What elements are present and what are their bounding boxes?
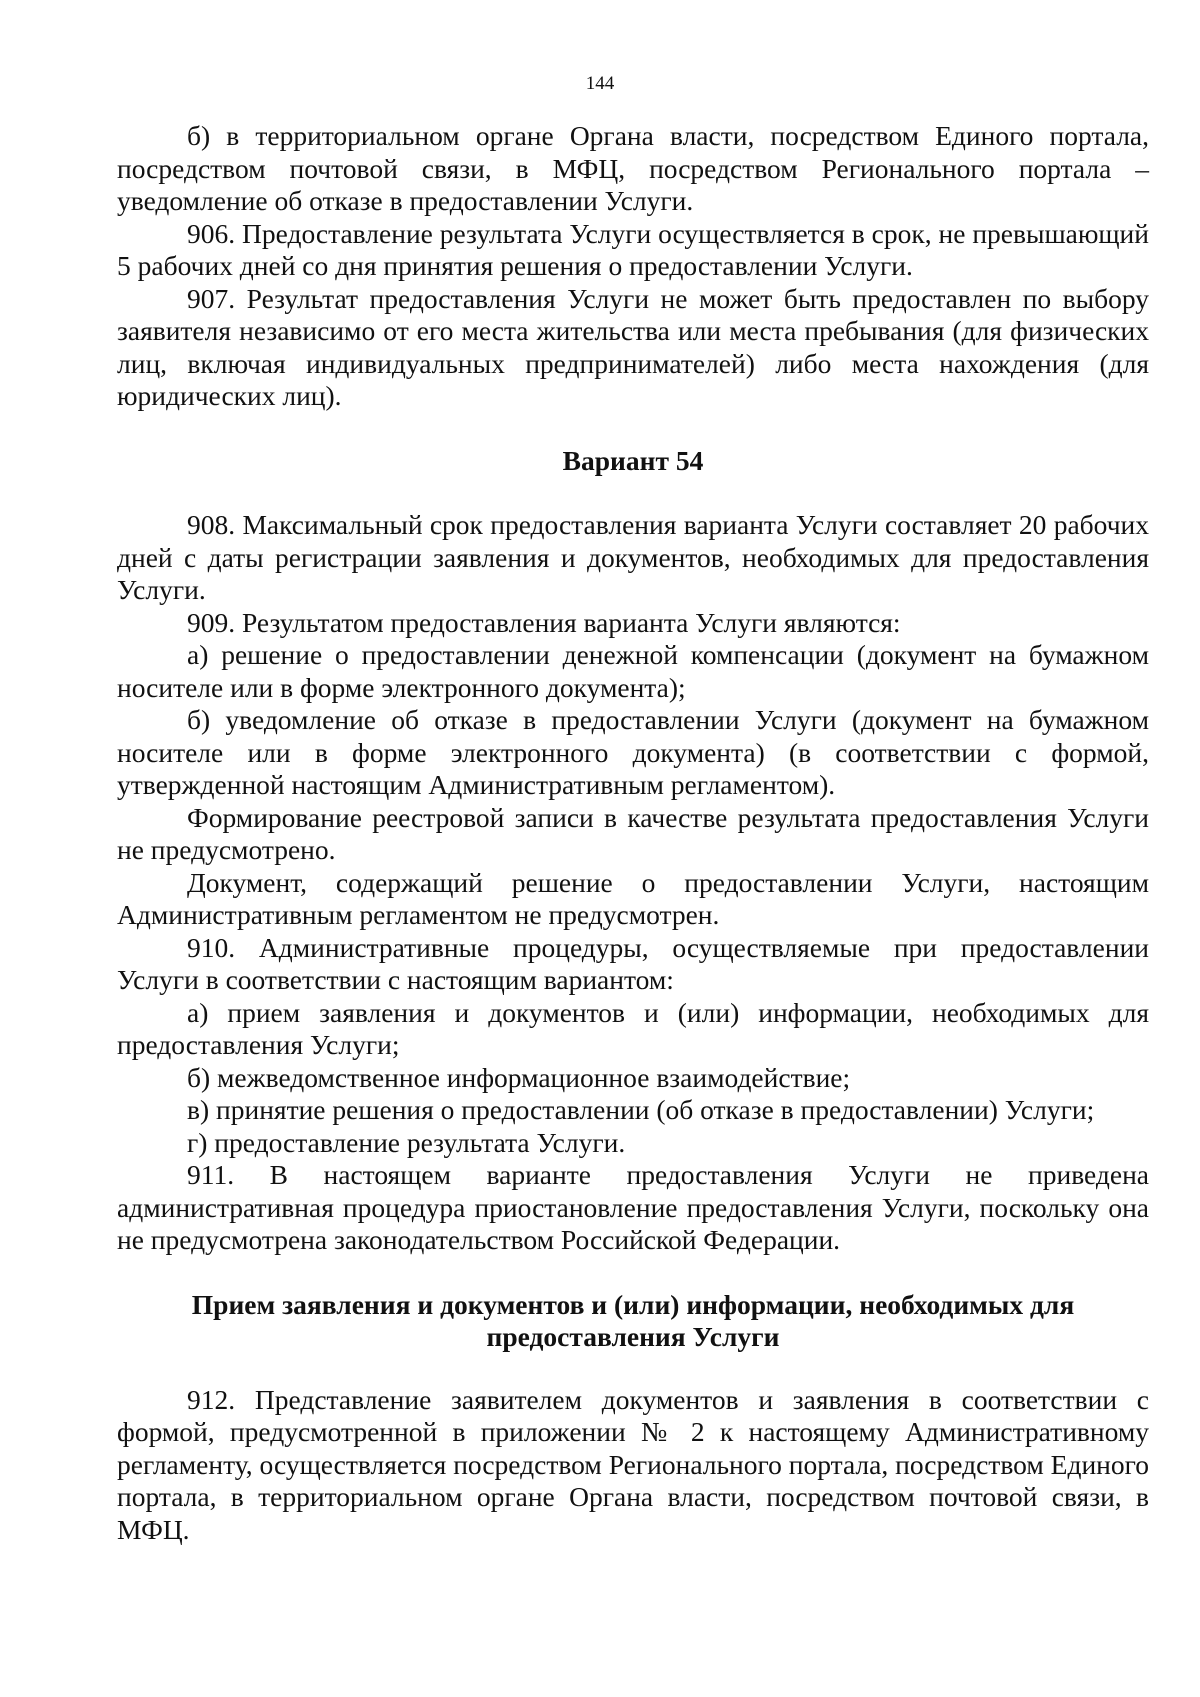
paragraph-registry-record: Формирование реестровой записи в качестве результата предоставления Услуги не предусмотрено. — [117, 801, 1149, 865]
paragraph-910-a: а) прием заявления и документов и (или) информации, необходимых для предоставления Услуги; — [117, 996, 1149, 1060]
paragraph-908: 908. Максимальный срок предоставления варианта Услуги составляет 20 рабочих дней с даты регистрации заявления и документов, необходимых для предоставления Услуги. — [117, 509, 1149, 605]
paragraph-910: 910. Административные процедуры, осуществляемые при предоставлении Услуги в соответствии с настоящим вариантом: — [117, 931, 1149, 995]
paragraph-906: 906. Предоставление результата Услуги осуществляется в срок, не превышающий 5 рабочих дней со дня принятия решения о предоставлении Услуги. — [117, 217, 1149, 281]
paragraph-910-v: в) принятие решения о предоставлении (об отказе в предоставлении) Услуги; — [187, 1094, 1095, 1125]
paragraph-909: 909. Результатом предоставления варианта Услуги являются: — [187, 606, 901, 638]
paragraph-911: 911. В настоящем варианте предоставления Услуги не приведена административная процедура приостановление предоставления Услуги, поскольку она не предусмотрена законодательством Российской Федерации. — [117, 1159, 1149, 1255]
heading-variant-54: Вариант 54 — [562, 444, 704, 476]
paragraph-910-b: б) межведомственное информационное взаимодействие; — [187, 1061, 851, 1093]
paragraph-910-g: г) предоставление результата Услуги. — [187, 1126, 626, 1158]
paragraph-909-a: а) решение о предоставлении денежной компенсации (документ на бумажном носителе или в форме электронного документа); — [117, 639, 1149, 703]
page-number: 144 — [585, 73, 615, 94]
heading-section-application-reception: Прием заявления и документов и (или) информации, необходимых для предоставления Услуги — [191, 1288, 1075, 1352]
paragraph-decision-document: Документ, содержащий решение о предоставлении Услуги, настоящим Административным регламентом не предусмотрен. — [117, 866, 1149, 930]
document-body — [117, 120, 1149, 1546]
paragraph-907: 907. Результат предоставления Услуги не может быть предоставлен по выбору заявителя независимо от его места жительства или места пребывания (для физических лиц, включая индивидуальных предпринимателей) либо места нахождения (для юридических лиц). — [117, 282, 1149, 411]
paragraph-b-notice: б) в территориальном органе Органа власти, посредством Единого портала, посредством почтовой связи, в МФЦ, посредством Регионального портала – уведомление об отказе в предоставлении Услуги. — [117, 120, 1149, 216]
paragraph-909-b: б) уведомление об отказе в предоставлении Услуги (документ на бумажном носителе или в форме электронного документа) (в соответствии с формой, утвержденной настоящим Административным регламентом). — [117, 704, 1149, 800]
paragraph-912: 912. Представление заявителем документов и заявления в соответствии с формой, предусмотренной в приложении № 2 к настоящему Административному регламенту, осуществляется посредством Регионального портала, посредством Единого портала, в территориальном органе Органа власти, посредством почтовой связи, в МФЦ. — [117, 1383, 1149, 1545]
